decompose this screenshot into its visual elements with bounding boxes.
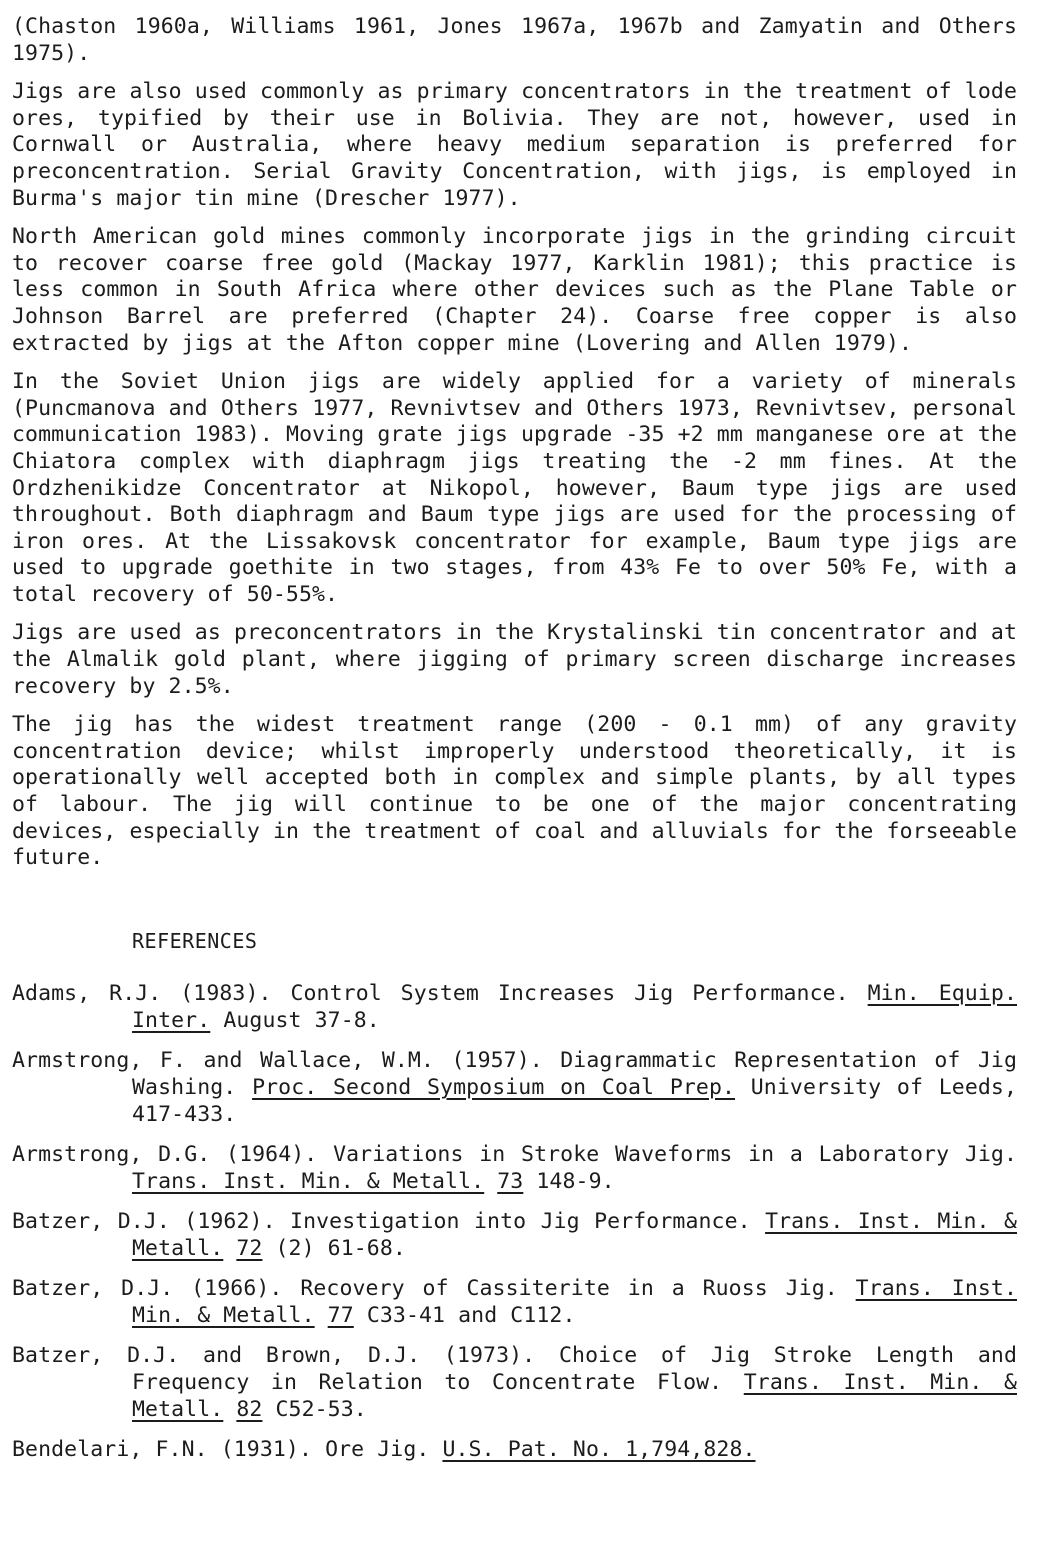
reference-title: Investigation into Jig Performance. bbox=[290, 1208, 751, 1234]
reference-title: Control System Increases Jig Performance. bbox=[290, 980, 849, 1006]
references-heading: REFERENCES bbox=[132, 928, 258, 953]
reference-authors: Batzer, D.J. (1962). bbox=[12, 1208, 276, 1234]
paragraph-soviet-union: In the Soviet Union jigs are widely applied for a variety of minerals (Puncmanova and Others 1977, Revnivtsev and Others 1973, Revnivtsev, personal communication 1983). Moving grate jigs upgrade -35 +2 mm manganese ore at the Chiatora complex with diaphragm jigs treating the -2 mm fines. At the Ordzhenikidze Concentrator at Nikopol, however, Baum type jigs are used throughout. Both diaphragm and Baum type jigs are used for the processing of iron ores. At the Lissakovsk concentrator for example, Baum type jigs are used to upgrade goethite in two stages, from 43% Fe to over 50% Fe, with a total recovery of 50-55%. bbox=[12, 369, 1017, 607]
reference-authors: Adams, R.J. (1983). bbox=[12, 980, 272, 1006]
reference-title: Diagrammatic Representation of Jig Washing. bbox=[132, 1047, 1018, 1100]
reference-authors: Armstrong, F. and Wallace, W.M. (1957). bbox=[12, 1047, 543, 1073]
paragraph-conclusion: The jig has the widest treatment range (200 - 0.1 mm) of any gravity concentration device; whilst improperly understood theoretically, it is operationally well accepted both in complex and simple plants, by all types of labour. The jig will continue to be one of the major concentrating devices, especially in the treatment of coal and alluvials for the forseeable future. bbox=[12, 712, 1017, 871]
reference-entry bbox=[12, 1275, 1017, 1329]
reference-entry bbox=[12, 1208, 1017, 1262]
reference-rest: C33-41 and C112. bbox=[366, 1302, 576, 1328]
reference-entry bbox=[12, 1047, 1017, 1128]
reference-source: Trans. Inst. Min. & Metall. bbox=[132, 1275, 1017, 1328]
document-page bbox=[12, 14, 1017, 1476]
reference-source: Trans. Inst. Min. & Metall. bbox=[132, 1168, 485, 1194]
paragraph-preconcentrators: Jigs are used as preconcentrators in the Krystalinski tin concentrator and at the Almalik gold plant, where jigging of primary screen discharge increases recovery by 2.5%. bbox=[12, 620, 1017, 699]
paragraph-continuation: (Chaston 1960a, Williams 1961, Jones 1967a, 1967b and Zamyatin and Others 1975). bbox=[12, 14, 1017, 66]
reference-authors: Batzer, D.J. (1966). bbox=[12, 1275, 283, 1301]
reference-entry bbox=[12, 980, 1017, 1034]
reference-volume: 72 bbox=[236, 1235, 263, 1261]
reference-title: Recovery of Cassiterite in a Ruoss Jig. bbox=[300, 1275, 838, 1301]
reference-authors: Batzer, D.J. and Brown, D.J. (1973). bbox=[12, 1342, 536, 1368]
reference-rest: (2) 61-68. bbox=[275, 1235, 406, 1261]
reference-rest: August 37-8. bbox=[223, 1007, 380, 1033]
reference-entry bbox=[12, 1436, 1017, 1463]
reference-source: Min. Equip. Inter. bbox=[132, 980, 1017, 1033]
reference-source: Trans. Inst. Min. & Metall. bbox=[132, 1369, 1018, 1422]
reference-rest: C52-53. bbox=[275, 1396, 367, 1422]
reference-title: Variations in Stroke Waveforms in a Laboratory Jig. bbox=[333, 1141, 1018, 1167]
reference-source: U.S. Pat. No. 1,794,828. bbox=[442, 1436, 756, 1462]
reference-source: Proc. Second Symposium on Coal Prep. bbox=[252, 1074, 736, 1100]
reference-rest: 148-9. bbox=[536, 1168, 615, 1194]
paragraph-gold-mines: North American gold mines commonly incorporate jigs in the grinding circuit to recover coarse free gold (Mackay 1977, Karklin 1981); this practice is less common in South Africa where other devices such as the Plane Table or Johnson Barrel are preferred (Chapter 24). Coarse free copper is also extracted by jigs at the Afton copper mine (Lovering and Allen 1979). bbox=[12, 224, 1017, 356]
reference-authors: Bendelari, F.N. (1931). bbox=[12, 1436, 313, 1462]
paragraph-lode-ores: Jigs are also used commonly as primary concentrators in the treatment of lode ores, typified by their use in Bolivia. They are not, however, used in Cornwall or Australia, where heavy medium separation is preferred for preconcentration. Serial Gravity Concentration, with jigs, is employed in Burma's major tin mine (Drescher 1977). bbox=[12, 79, 1017, 211]
reference-entry bbox=[12, 1342, 1017, 1423]
reference-authors: Armstrong, D.G. (1964). bbox=[12, 1141, 318, 1167]
reference-title: Choice of Jig Stroke Length and Frequency in Relation to Concentrate Flow. bbox=[132, 1342, 1017, 1395]
reference-source: Trans. Inst. Min. & Metall. bbox=[132, 1208, 1018, 1261]
reference-volume: 73 bbox=[497, 1168, 524, 1194]
reference-volume: 77 bbox=[327, 1302, 354, 1328]
reference-rest: University of Leeds, 417-433. bbox=[132, 1074, 1017, 1127]
reference-volume: 82 bbox=[236, 1396, 263, 1422]
reference-title: Ore Jig. bbox=[325, 1436, 430, 1462]
reference-entry bbox=[12, 1141, 1017, 1195]
